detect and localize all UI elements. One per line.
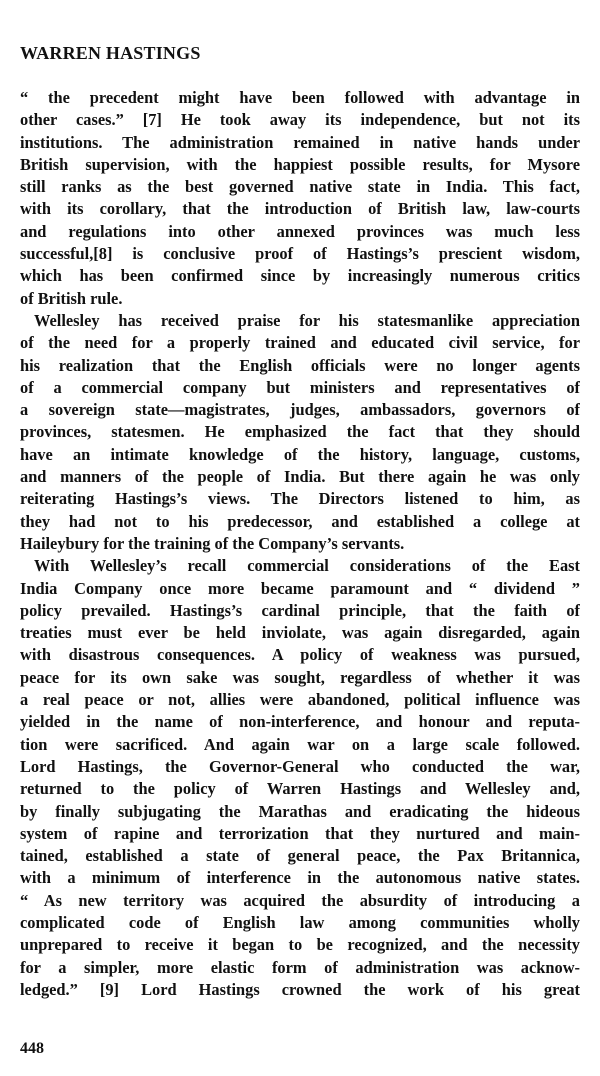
text-line: system of rapine and terrorization that they nurtured and main- [20, 823, 580, 843]
text-line: complicated code of English law among communities wholly [20, 912, 580, 932]
text-line: successful,[8] is conclusive proof of Hastings’s prescient wisdom, [20, 244, 580, 264]
text-line: still ranks as the best governed native state in India. This fact, [20, 177, 580, 197]
text-line: with its corollary, that the introduction of British law, law-courts [20, 199, 580, 219]
text-line: yielded in the name of non-interference, and honour and reputa- [20, 712, 580, 732]
text-line: ledged.” [9] Lord Hastings crowned the work of his great [20, 979, 580, 999]
body-text [20, 87, 580, 1001]
text-line: his realization that the English officials were no longer agents [20, 355, 580, 375]
text-line: “ As new territory was acquired the absurdity of introducing a [20, 890, 580, 910]
text-line: of the need for a properly trained and educated civil service, for [20, 333, 580, 353]
text-line: British supervision, with the happiest possible results, for Mysore [20, 154, 580, 174]
text-line: policy prevailed. Hastings’s cardinal principle, that the faith of [20, 600, 580, 620]
text-line: returned to the policy of Warren Hastings and Wellesley and, [20, 779, 580, 799]
text-line: Haileybury for the training of the Company’s servants. [20, 533, 405, 553]
text-line: and manners of the people of India. But there again he was only [20, 467, 580, 487]
text-line: a sovereign state—magistrates, judges, ambassadors, governors of [20, 400, 580, 420]
text-line: they had not to his predecessor, and established a college at [20, 511, 580, 531]
text-line: of a commercial company but ministers and representatives of [20, 377, 580, 397]
text-line: by finally subjugating the Marathas and eradicating the hideous [20, 801, 580, 821]
text-line: peace for its own sake was sought, regardless of whether it was [20, 667, 580, 687]
text-line: with disastrous consequences. A policy of weakness was pursued, [20, 645, 580, 665]
text-line: of British rule. [20, 288, 123, 308]
text-line: Lord Hastings, the Governor-General who conducted the war, [20, 756, 580, 776]
text-line: tained, established a state of general peace, the Pax Britannica, [20, 846, 580, 866]
text-line: for a simpler, more elastic form of administration was acknow- [20, 957, 580, 977]
text-line: India Company once more became paramount and “ dividend ” [20, 578, 580, 598]
page-number: 448 [20, 1040, 44, 1057]
text-line: with a minimum of interference in the autonomous native states. [20, 868, 580, 888]
text-line: institutions. The administration remained in native hands under [20, 132, 580, 152]
text-line: have an intimate knowledge of the history, language, customs, [20, 444, 580, 464]
text-line: and regulations into other annexed provinces was much less [20, 221, 580, 241]
text-line: treaties must ever be held inviolate, was again disregarded, again [20, 623, 580, 643]
text-line: other cases.” [7] He took away its independence, but not its [20, 110, 580, 130]
text-line: tion were sacrificed. And again war on a large scale followed. [20, 734, 580, 754]
text-line: “ the precedent might have been followed with advantage in [20, 88, 580, 107]
text-line: which has been confirmed since by increasingly numerous critics [20, 266, 580, 286]
text-line: unprepared to receive it began to be recognized, and the necessity [20, 935, 580, 955]
text-line: reiterating Hastings’s views. The Directors listened to him, as [20, 489, 580, 509]
text-line: a real peace or not, allies were abandoned, political influence was [20, 690, 580, 710]
text-line: provinces, statesmen. He emphasized the fact that they should [20, 422, 580, 442]
paragraph-first-line: Wellesley has received praise for his statesmanlike appreciation [34, 310, 580, 330]
running-header: WARREN HASTINGS [20, 43, 201, 63]
paragraph-first-line: With Wellesley’s recall commercial considerations of the East [34, 556, 580, 576]
